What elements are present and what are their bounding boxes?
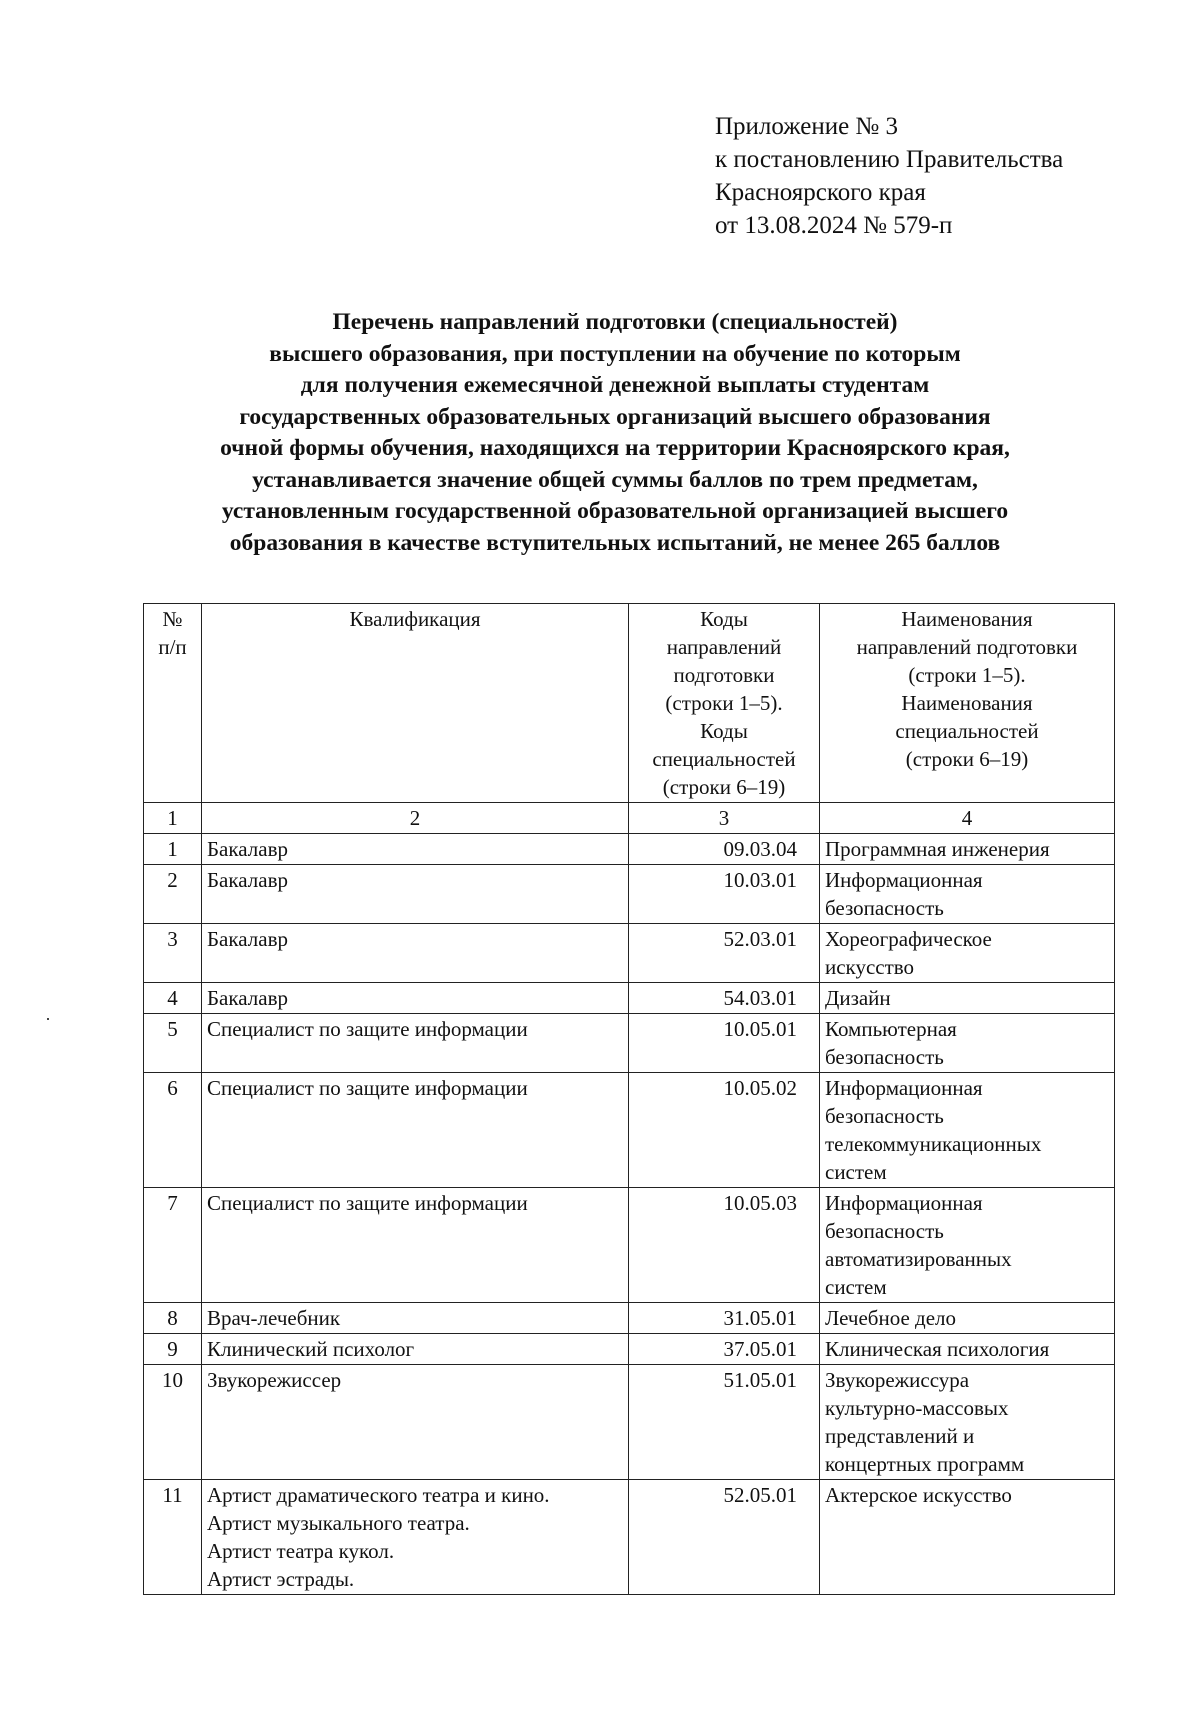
row-qualification	[202, 924, 629, 983]
qualification-line: Специалист по защите информации	[207, 1191, 528, 1215]
table-row	[144, 1480, 1115, 1595]
name-line: искусство	[825, 955, 915, 979]
qualification-line: Артист эстрады.	[207, 1567, 355, 1591]
header-line: (строки 6–19)	[905, 747, 1029, 771]
row-qualification	[202, 1334, 629, 1365]
row-number: 9	[144, 1334, 202, 1365]
name-line: Хореографическое	[825, 927, 992, 951]
row-code: 31.05.01	[629, 1303, 820, 1334]
table-row	[144, 1014, 1115, 1073]
row-qualification	[202, 1480, 629, 1595]
row-qualification	[202, 1188, 629, 1303]
table-row	[144, 1365, 1115, 1480]
header-qualification	[202, 604, 629, 803]
title-line: устанавливается значение общей суммы баллов по трем предметам,	[252, 466, 978, 493]
row-name	[820, 1334, 1115, 1365]
column-index: 2	[202, 803, 629, 834]
title-line: высшего образования, при поступлении на обучение по которым	[269, 340, 961, 367]
row-number: 8	[144, 1303, 202, 1334]
header-line: Квалификация	[349, 607, 481, 631]
header-line: Наименования	[901, 607, 1033, 631]
qualification-line: Артист музыкального театра.	[207, 1511, 470, 1535]
annex-line: Красноярского края	[715, 179, 926, 206]
row-number: 5	[144, 1014, 202, 1073]
document-title	[120, 307, 1110, 559]
name-line: Актерское искусство	[825, 1483, 1012, 1507]
table-row	[144, 834, 1115, 865]
qualification-line: Звукорежиссер	[207, 1368, 342, 1392]
qualification-line: Артист драматического театра и кино.	[207, 1483, 550, 1507]
qualification-line: Артист театра кукол.	[207, 1539, 395, 1563]
row-qualification	[202, 1303, 629, 1334]
name-line: систем	[825, 1160, 887, 1184]
row-qualification	[202, 1365, 629, 1480]
row-code: 54.03.01	[629, 983, 820, 1014]
name-line: телекоммуникационных	[825, 1132, 1042, 1156]
header-line: (строки 6–19)	[662, 775, 786, 799]
name-line: Клиническая психология	[825, 1337, 1050, 1361]
title-line: для получения ежемесячной денежной выплаты студентам	[300, 372, 930, 398]
row-qualification	[202, 834, 629, 865]
table-row	[144, 1188, 1115, 1303]
header-line: (строки 1–5).	[908, 663, 1026, 687]
annex-line: от 13.08.2024 № 579-п	[715, 212, 953, 239]
header-line: п/п	[158, 635, 187, 659]
name-line: Информационная	[825, 1191, 983, 1215]
row-code: 52.03.01	[629, 924, 820, 983]
row-name	[820, 1188, 1115, 1303]
table-row	[144, 865, 1115, 924]
name-line: Информационная	[825, 868, 983, 892]
annex-line: к постановлению Правительства	[715, 146, 1064, 173]
row-code: 09.03.04	[629, 834, 820, 865]
column-index-row	[144, 803, 1115, 834]
name-line: безопасность	[825, 896, 944, 920]
row-code: 10.05.01	[629, 1014, 820, 1073]
table-row	[144, 924, 1115, 983]
header-codes	[629, 604, 820, 803]
title-line: государственных образовательных организаций высшего образования	[239, 403, 991, 430]
header-line: Коды	[700, 719, 748, 743]
name-line: Компьютерная	[825, 1017, 957, 1041]
row-qualification	[202, 983, 629, 1014]
row-code: 10.05.03	[629, 1188, 820, 1303]
row-number: 10	[144, 1365, 202, 1480]
name-line: концертных программ	[825, 1452, 1025, 1476]
header-line: (строки 1–5).	[665, 691, 783, 715]
row-number: 11	[144, 1480, 202, 1595]
row-number: 2	[144, 865, 202, 924]
row-name	[820, 924, 1115, 983]
row-qualification	[202, 1073, 629, 1188]
header-line: специальностей	[895, 719, 1039, 743]
qualification-line: Бакалавр	[207, 986, 288, 1010]
row-code: 51.05.01	[629, 1365, 820, 1480]
row-name	[820, 983, 1115, 1014]
annex-line: Приложение № 3	[715, 113, 899, 140]
qualification-line: Врач-лечебник	[207, 1306, 341, 1330]
header-line: направлений подготовки	[856, 635, 1078, 659]
row-name	[820, 834, 1115, 865]
name-line: Программная инженерия	[825, 837, 1050, 861]
annex-block	[715, 110, 1063, 242]
header-num	[144, 604, 202, 803]
header-line: Коды	[700, 607, 748, 631]
header-line: подготовки	[673, 663, 775, 687]
row-name	[820, 1365, 1115, 1480]
row-number: 3	[144, 924, 202, 983]
scan-speck	[47, 1018, 49, 1020]
row-name	[820, 1073, 1115, 1188]
table-row	[144, 1073, 1115, 1188]
row-name	[820, 1480, 1115, 1595]
specialties-table	[143, 603, 1115, 1595]
row-qualification	[202, 1014, 629, 1073]
row-number: 6	[144, 1073, 202, 1188]
qualification-line: Бакалавр	[207, 837, 288, 861]
qualification-line: Специалист по защите информации	[207, 1076, 528, 1100]
row-code: 10.05.02	[629, 1073, 820, 1188]
name-line: Информационная	[825, 1076, 983, 1100]
qualification-line: Бакалавр	[207, 927, 288, 951]
row-qualification	[202, 865, 629, 924]
name-line: безопасность	[825, 1219, 944, 1243]
column-index: 4	[820, 803, 1115, 834]
title-line: образования в качестве вступительных испытаний, не менее 265 баллов	[229, 529, 1001, 556]
title-line: Перечень направлений подготовки (специальностей)	[332, 309, 898, 335]
column-index: 1	[144, 803, 202, 834]
row-number: 1	[144, 834, 202, 865]
name-line: безопасность	[825, 1104, 944, 1128]
qualification-line: Бакалавр	[207, 868, 288, 892]
name-line: систем	[825, 1275, 887, 1299]
row-name	[820, 1303, 1115, 1334]
qualification-line: Клинический психолог	[207, 1337, 415, 1361]
header-line: №	[162, 607, 183, 631]
row-number: 7	[144, 1188, 202, 1303]
title-line: установленным государственной образовательной организацией высшего	[221, 498, 1009, 524]
header-line: специальностей	[652, 747, 796, 771]
row-number: 4	[144, 983, 202, 1014]
row-code: 52.05.01	[629, 1480, 820, 1595]
header-line: направлений	[666, 635, 782, 659]
table-row	[144, 1334, 1115, 1365]
name-line: автоматизированных	[825, 1247, 1012, 1271]
name-line: Лечебное дело	[825, 1306, 957, 1330]
table-header-row	[144, 604, 1115, 803]
column-index: 3	[629, 803, 820, 834]
title-line: очной формы обучения, находящихся на территории Красноярского края,	[220, 435, 1010, 461]
table-row	[144, 983, 1115, 1014]
row-name	[820, 1014, 1115, 1073]
name-line: представлений и	[825, 1424, 975, 1448]
row-code: 10.03.01	[629, 865, 820, 924]
header-names	[820, 604, 1115, 803]
header-line: Наименования	[901, 691, 1033, 715]
table-row	[144, 1303, 1115, 1334]
name-line: Звукорежиссура	[825, 1368, 970, 1392]
row-name	[820, 865, 1115, 924]
row-code: 37.05.01	[629, 1334, 820, 1365]
qualification-line: Специалист по защите информации	[207, 1017, 528, 1041]
name-line: безопасность	[825, 1045, 944, 1069]
name-line: Дизайн	[825, 986, 891, 1010]
name-line: культурно-массовых	[825, 1396, 1009, 1420]
